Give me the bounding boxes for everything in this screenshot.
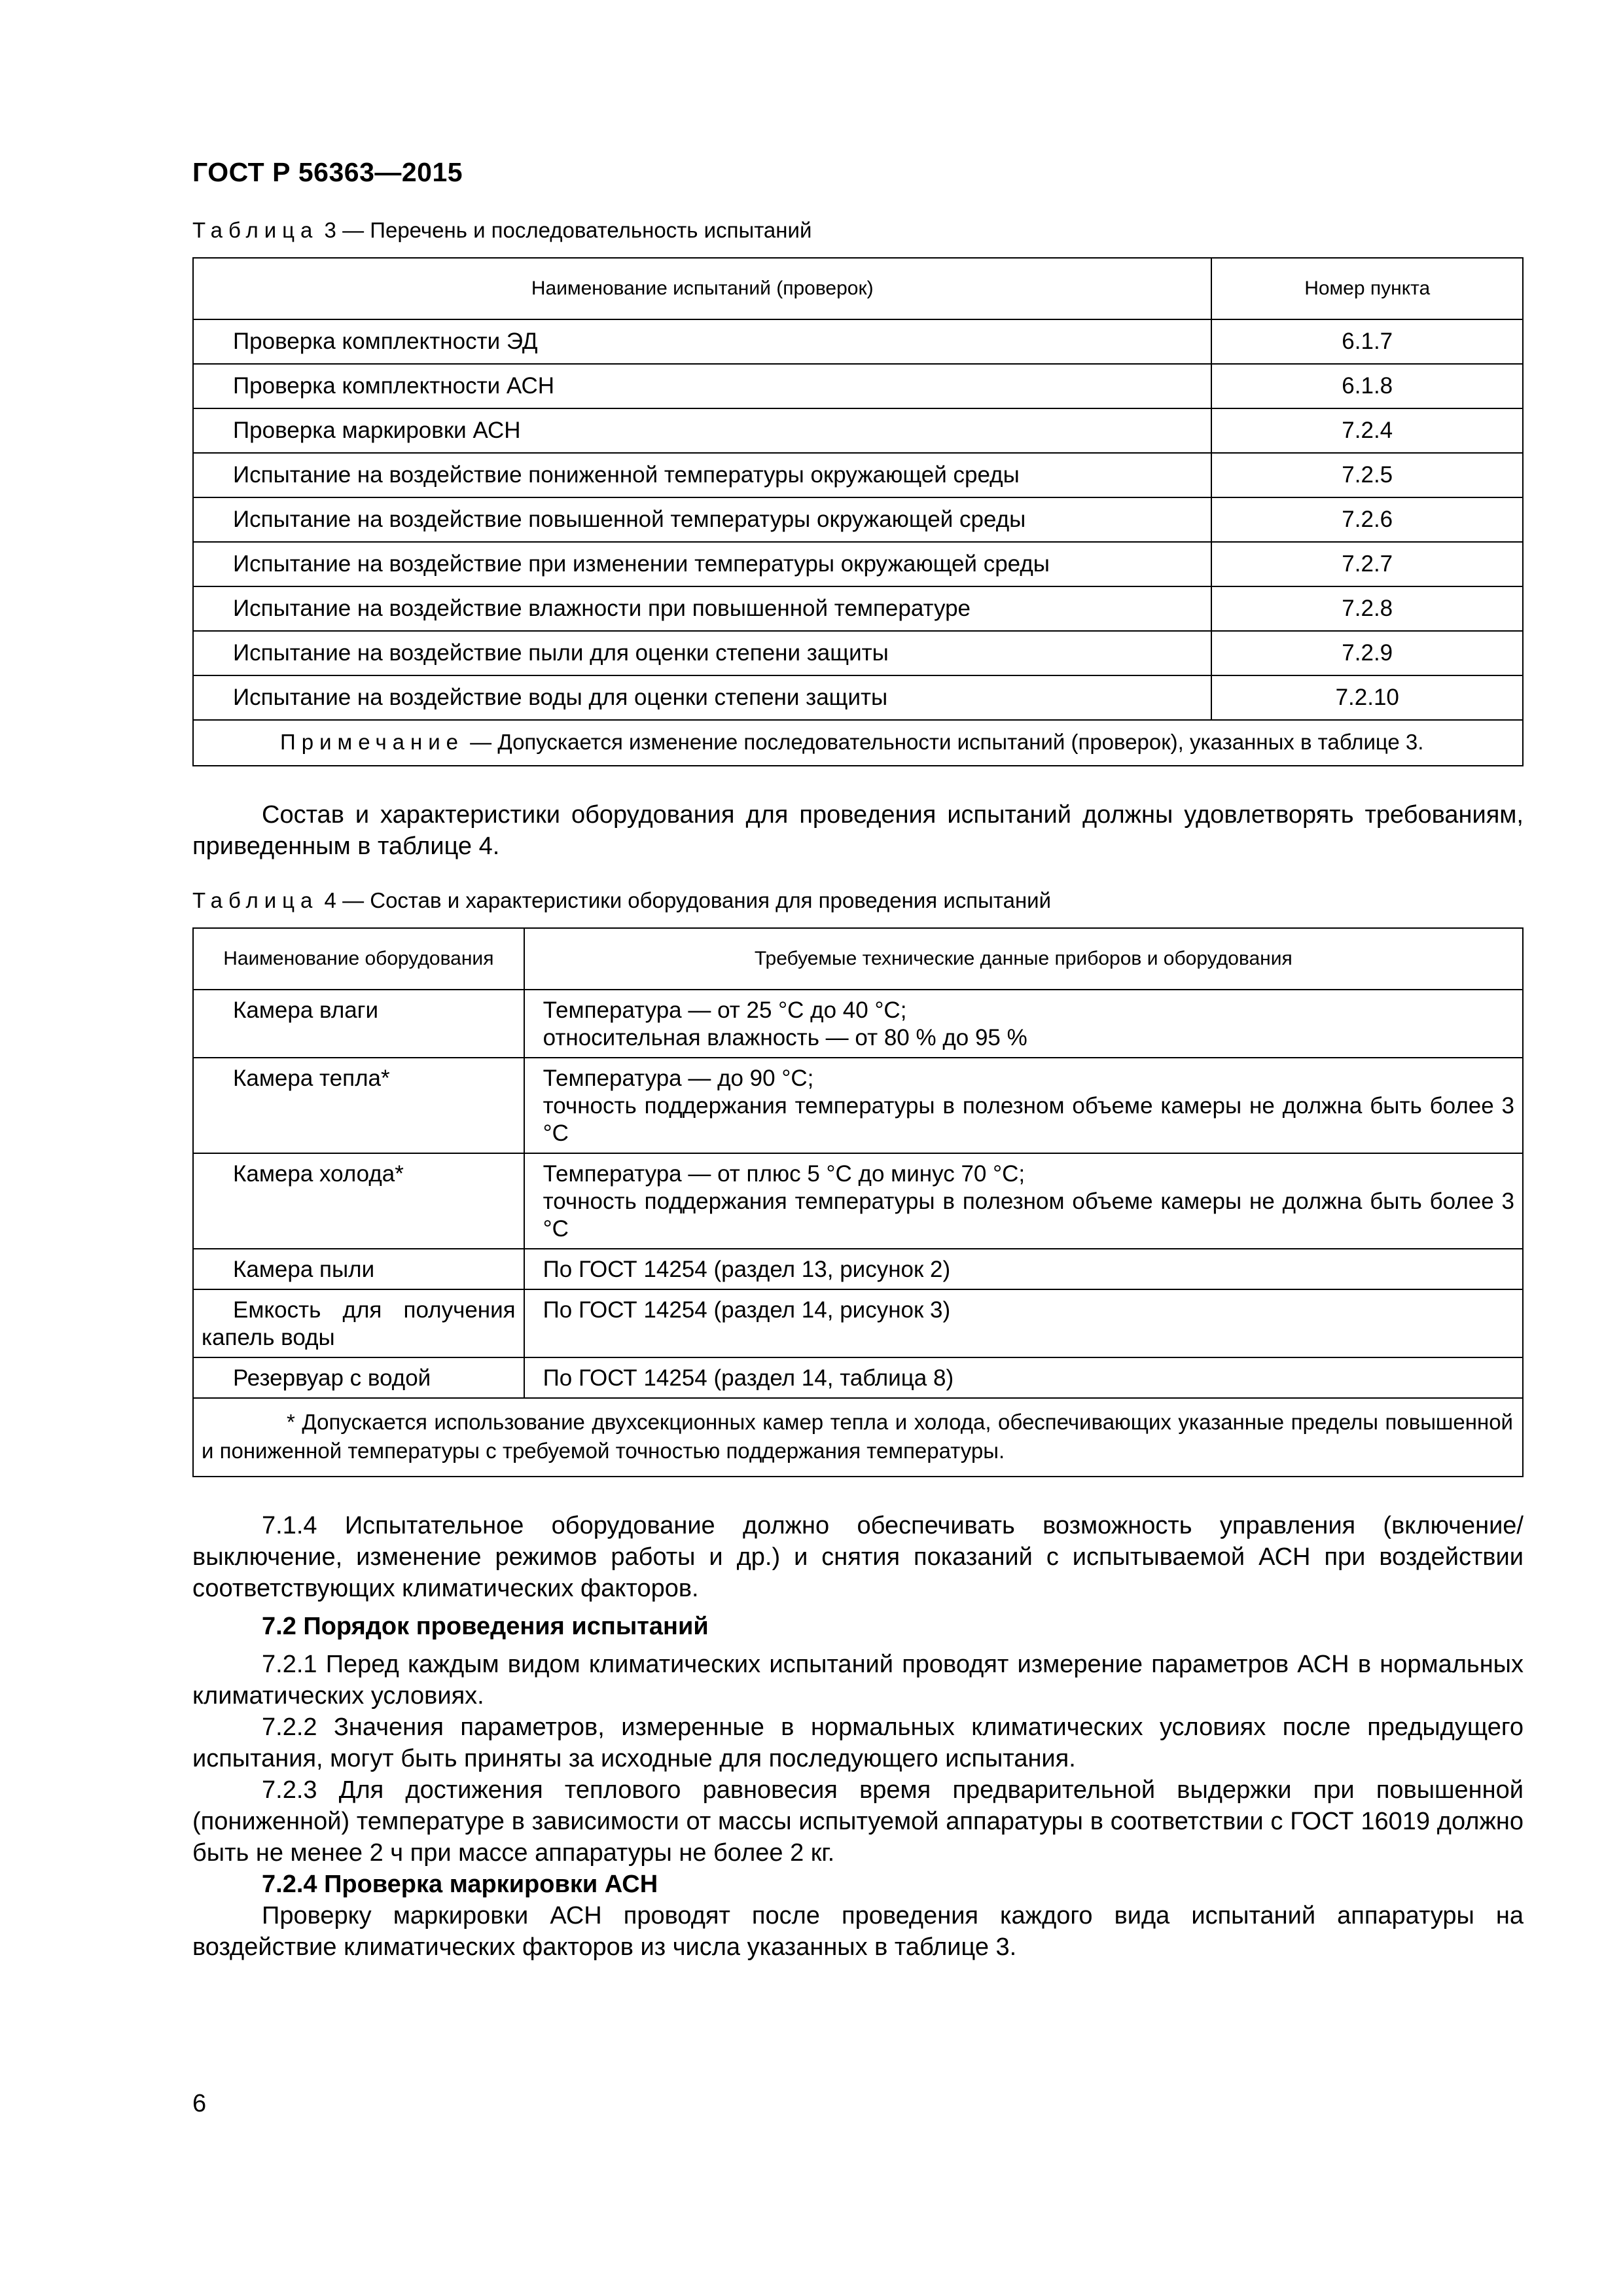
table-cell — [524, 990, 1523, 1058]
table-cell: 7.2.10 — [1211, 675, 1523, 720]
table-cell: Емкость для получения капель воды — [193, 1289, 524, 1357]
table-row — [193, 1153, 1523, 1249]
table-cell: Резервуар с водой — [193, 1357, 524, 1398]
spec-line: Температура — от плюс 5 °С до минус 70 °С; — [543, 1161, 1026, 1187]
table3-header-row — [193, 258, 1523, 319]
table-cell: Испытание на воздействие влажности при повышенной температуре — [193, 586, 1211, 631]
table3-caption-text: 3 — Перечень и последовательность испытаний — [318, 218, 812, 242]
table-row — [193, 319, 1523, 364]
table-cell: Проверка комплектности АСН — [193, 364, 1211, 408]
paragraph-7-2-4: Проверку маркировки АСН проводят после проведения каждого вида испытаний аппаратуры на воздействие климатических факторов из числа указанных в таблице 3. — [192, 1902, 1524, 1961]
spec-line: точность поддержания температуры в полезном объеме камеры не должна быть более 3 °С — [543, 1093, 1514, 1146]
table-row — [193, 364, 1523, 408]
spec-line: Температура — от 25 °С до 40 °С; — [543, 997, 907, 1023]
table4-footnote-row — [193, 1398, 1523, 1477]
table4-header-row — [193, 928, 1523, 990]
table-row — [193, 1357, 1523, 1398]
table-row — [193, 453, 1523, 497]
table3-note-row — [193, 720, 1523, 766]
table-cell: Камера пыли — [193, 1249, 524, 1289]
table-cell: 7.2.7 — [1211, 542, 1523, 586]
table3-caption-word: Таблица — [192, 218, 319, 242]
table4-col-name: Наименование оборудования — [193, 928, 524, 990]
document-page — [192, 157, 1524, 1963]
paragraph-7-2-1: 7.2.1 Перед каждым видом климатических испытаний проводят измерение параметров АСН в нормальных климатических условиях. — [192, 1651, 1524, 1710]
table-cell: 7.2.8 — [1211, 586, 1523, 631]
table-cell — [524, 1153, 1523, 1249]
heading-7-2-4: 7.2.4 Проверка маркировки АСН — [262, 1871, 658, 1898]
table3-col-num: Номер пункта — [1211, 258, 1523, 319]
table-cell: По ГОСТ 14254 (раздел 14, таблица 8) — [524, 1357, 1523, 1398]
table-cell: Испытание на воздействие пыли для оценки степени защиты — [193, 631, 1211, 675]
table3-caption — [192, 218, 1524, 243]
spec-line: точность поддержания температуры в полезном объеме камеры не должна быть более 3 °С — [543, 1189, 1514, 1242]
table-cell: Проверка комплектности ЭД — [193, 319, 1211, 364]
table-cell: Испытание на воздействие при изменении температуры окружающей среды — [193, 542, 1211, 586]
table-row — [193, 990, 1523, 1058]
document-header: ГОСТ Р 56363—2015 — [192, 157, 463, 187]
table-cell: 6.1.7 — [1211, 319, 1523, 364]
table-cell: Камера влаги — [193, 990, 524, 1058]
table-cell: По ГОСТ 14254 (раздел 13, рисунок 2) — [524, 1249, 1523, 1289]
table-cell: Камера холода* — [193, 1153, 524, 1249]
table-cell: 7.2.6 — [1211, 497, 1523, 542]
paragraph-7-2-2: 7.2.2 Значения параметров, измеренные в нормальных климатических условиях после предыдущего испытания, могут быть приняты за исходные для последующего испытания. — [192, 1713, 1524, 1772]
note-label: Примечание — [280, 730, 465, 754]
table-cell: Испытание на воздействие пониженной температуры окружающей среды — [193, 453, 1211, 497]
table-row — [193, 1249, 1523, 1289]
table3-note — [193, 720, 1523, 766]
table-cell: 7.2.5 — [1211, 453, 1523, 497]
table-cell: Испытание на воздействие повышенной температуры окружающей среды — [193, 497, 1211, 542]
table-cell — [524, 1058, 1523, 1153]
paragraph-intro: Состав и характеристики оборудования для проведения испытаний должны удовлетворять требованиям, приведенным в таблице 4. — [192, 801, 1524, 860]
table3-col-name: Наименование испытаний (проверок) — [193, 258, 1211, 319]
paragraph-7-2-3: 7.2.3 Для достижения теплового равновесия время предварительной выдержки при повышенной (пониженной) температуре в зависимости от массы испытуемой аппаратуры в соответствии с ГОСТ 16019 должно быть не менее 2 ч при массе аппаратуры не более 2 кг. — [192, 1776, 1524, 1867]
table-cell: Камера тепла* — [193, 1058, 524, 1153]
table-cell: 6.1.8 — [1211, 364, 1523, 408]
table3 — [192, 257, 1524, 766]
table-row — [193, 542, 1523, 586]
table-row — [193, 586, 1523, 631]
spec-line: относительная влажность — от 80 % до 95 % — [543, 1025, 1027, 1050]
table-cell: Проверка маркировки АСН — [193, 408, 1211, 453]
table-row — [193, 408, 1523, 453]
table-row — [193, 631, 1523, 675]
page-number: 6 — [192, 2090, 207, 2117]
table4-col-spec: Требуемые технические данные приборов и оборудования — [524, 928, 1523, 990]
table4-caption-text: 4 — Состав и характеристики оборудования для проведения испытаний — [318, 888, 1052, 912]
table-row — [193, 1058, 1523, 1153]
table-cell: По ГОСТ 14254 (раздел 14, рисунок 3) — [524, 1289, 1523, 1357]
paragraph-7-1-4: 7.1.4 Испытательное оборудование должно обеспечивать возможность управления (включение/выключение, изменение режимов работы и др.) и снятия показаний с испытываемой АСН при воздействии соответствующих климатических факторов. — [192, 1512, 1524, 1602]
table-cell: Испытание на воздействие воды для оценки степени защиты — [193, 675, 1211, 720]
table4 — [192, 927, 1524, 1477]
table4-caption-word: Таблица — [192, 888, 319, 912]
spec-line: Температура — до 90 °С; — [543, 1066, 814, 1091]
table-cell: 7.2.4 — [1211, 408, 1523, 453]
table-row — [193, 675, 1523, 720]
heading-7-2: 7.2 Порядок проведения испытаний — [262, 1613, 709, 1640]
table-row — [193, 497, 1523, 542]
table4-caption — [192, 888, 1524, 913]
note-text: — Допускается изменение последовательности испытаний (проверок), указанных в таблице 3. — [464, 730, 1424, 754]
table-cell: 7.2.9 — [1211, 631, 1523, 675]
table4-footnote: * Допускается использование двухсекционных камер тепла и холода, обеспечивающих указанные пределы повышенной и пониженной температуры с требуемой точностью поддержания температуры. — [193, 1398, 1523, 1477]
table-row — [193, 1289, 1523, 1357]
